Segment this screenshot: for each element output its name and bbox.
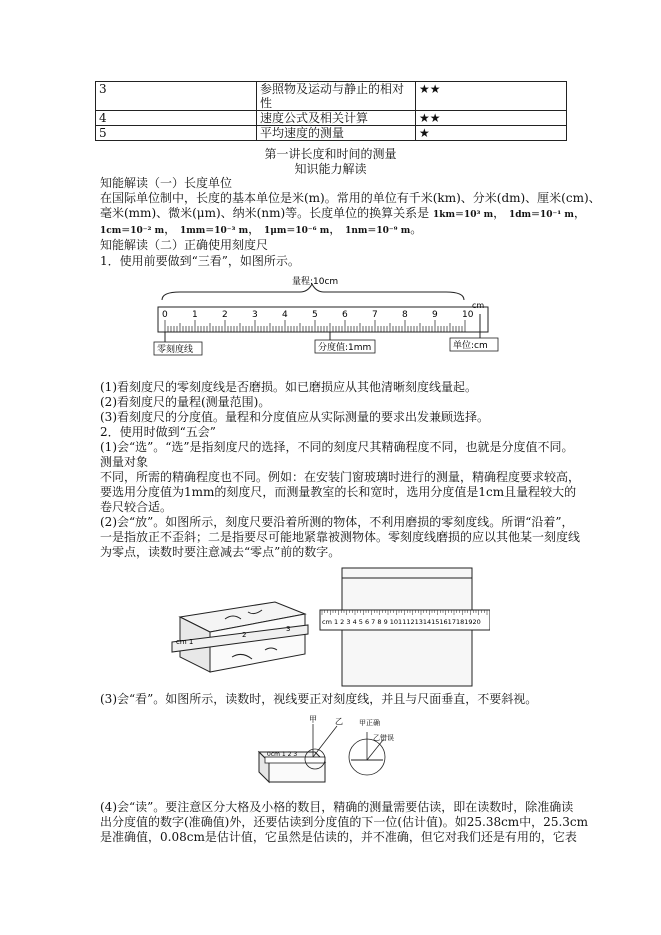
paragraph-line: 是准确值，0.08cm是估计值，它虽然是估读的，并不准确，但它对我们还是有用的，它表 xyxy=(100,830,577,844)
ruler-tick-label: 3 xyxy=(252,310,258,320)
table-row xyxy=(96,82,567,111)
unit-label: 单位:cm xyxy=(453,341,488,351)
row-topic: 速度公式及相关计算 xyxy=(257,111,416,126)
section-title: 知能解读（一）长度单位 xyxy=(100,176,233,190)
ruler-tick-label: 6 xyxy=(342,310,348,320)
paragraph-line: (3)会“看”。如图所示，读数时，视线要正对刻度线，并且与尺面垂直，不要斜视。 xyxy=(100,692,538,706)
block-ruler-label: cm 1 xyxy=(176,638,194,646)
ruler-unit-tag: cm xyxy=(472,301,485,310)
page-title: 第一讲长度和时间的测量 xyxy=(264,147,397,161)
zero-line-label: 零刻度线 xyxy=(157,345,194,355)
correct-label: 甲正确 xyxy=(359,719,380,727)
view-label-yi: 乙 xyxy=(335,717,343,726)
range-label: 量程:10cm xyxy=(292,277,339,287)
block-ruler-tick: 2 xyxy=(242,631,247,639)
block-ruler-tick: 3 xyxy=(286,625,291,633)
paragraph-line: 1cm＝10⁻² m， 1mm＝10⁻³ m， 1μm＝10⁻⁶ m， 1nm＝10⁻⁹ m。 xyxy=(100,222,423,236)
unit-formula: 1km＝10³ m xyxy=(432,210,494,220)
paragraph-line: (2)会“放”。如图所示，刻度尺要沿着所测的物体，不利用磨损的零刻度线。所谓“沿着”， xyxy=(100,515,574,529)
row-number: 3 xyxy=(96,82,257,111)
paragraph-line: 为零点，读数时要注意减去“零点”前的数字。 xyxy=(100,545,341,559)
paragraph-line: 不同，所需的精确程度也不同。例如：在安装门窗玻璃时进行的测量，精确程度要求较高， xyxy=(100,470,581,484)
ruler-tick-label: 0 xyxy=(162,310,168,320)
row-topic: 平均速度的测量 xyxy=(257,126,416,141)
ruler-tick-label: 4 xyxy=(282,310,288,320)
row-stars: ★★ xyxy=(416,111,567,126)
table-row xyxy=(96,126,567,141)
unit-formula: 1cm＝10⁻² m xyxy=(100,226,165,236)
ruler-tick-label: 2 xyxy=(222,310,228,320)
paragraph-line: 毫米(mm)、微米(μm)、纳米(nm)等。长度单位的换算关系是 1km＝10³ m， 1dm＝10⁻¹ m， xyxy=(100,206,586,220)
wood-block-illustration xyxy=(172,602,308,672)
row-number: 4 xyxy=(96,111,257,126)
page-subtitle: 知识能力解读 xyxy=(294,162,367,176)
ruler-tick-label: 9 xyxy=(432,310,438,320)
row-stars: ★★ xyxy=(416,82,567,111)
ruler-tick-label: 10 xyxy=(462,310,474,320)
section-title: 知能解读（二）正确使用刻度尺 xyxy=(100,238,269,252)
unit-formula: 1μm＝10⁻⁶ m xyxy=(263,226,330,236)
unit-formula: 1nm＝10⁻⁹ m xyxy=(345,226,411,236)
paragraph-line: 1．使用前要做到“三看”，如图所示。 xyxy=(100,254,300,268)
row-number: 5 xyxy=(96,126,257,141)
paragraph-line: (2)看刻度尺的量程(测量范围)。 xyxy=(100,395,271,409)
paragraph-line: 一是指放正不歪斜；二是指要尽可能地紧靠被测物体。零刻度线磨损的应以其他某一刻度线 xyxy=(100,530,581,544)
unit-formula: 1mm＝10⁻³ m xyxy=(179,226,249,236)
view-label-jia: 甲 xyxy=(309,715,317,724)
ruler-tick-label: 1 xyxy=(192,310,198,320)
ruler-tick-label: 7 xyxy=(372,310,378,320)
paragraph-line: 卷尺较合适。 xyxy=(100,500,173,514)
paragraph-line: 测量对象 xyxy=(100,455,149,469)
side-ruler-ticks: cm 1 2 3 4 5 6 7 8 9 1011121314151617181920 xyxy=(322,618,481,626)
paragraph-line: (1)看刻度尺的零刻度线是否磨损。如已磨损应从其他清晰刻度线量起。 xyxy=(100,380,478,394)
paragraph-line: 2．使用时做到“五会” xyxy=(100,425,216,439)
paragraph-line: (1)会“选”。“选”是指刻度尺的选择，不同的刻度尺其精确程度不同，也就是分度值不同。 xyxy=(100,440,574,454)
wrong-label: 乙错误 xyxy=(373,734,394,742)
unit-formula: 1dm＝10⁻¹ m xyxy=(508,210,574,220)
paragraph-line: 出分度值的数字(准确值)外，还要估读到分度值的下一位(估计值)。如25.38cm中，25.3cm xyxy=(100,815,589,829)
ruler-tick-label: 5 xyxy=(312,310,318,320)
difficulty-table xyxy=(95,81,567,141)
division-label: 分度值:1mm xyxy=(318,343,372,353)
row-stars: ★ xyxy=(416,126,567,141)
paragraph-line: (3)看刻度尺的分度值。量程和分度值应从实际测量的要求出发兼顾选择。 xyxy=(100,410,490,424)
paragraph-text: 毫米(mm)、微米(μm)、纳米(nm)等。长度单位的换算关系是 xyxy=(100,206,430,220)
paragraph-line: 在国际单位制中，长度的基本单位是米(m)。常用的单位有千米(km)、分米(dm)、厘米(cm)、 xyxy=(100,191,601,205)
table-row xyxy=(96,111,567,126)
ruler-figure xyxy=(150,272,500,362)
paragraph-line: (4)会“读”。要注意区分大格及小格的数目，精确的测量需要估读，即在读数时，除准确读 xyxy=(100,800,574,814)
ruler-tick-label: 8 xyxy=(402,310,408,320)
paragraph-line: 要选用分度值为1mm的刻度尺，而测量教室的长和宽时，选用分度值是1cm且量程较大的 xyxy=(100,485,577,499)
cabinet-illustration xyxy=(320,568,490,686)
view-ruler-ticks: 0cm 1 2 3 xyxy=(267,751,298,758)
ruler-placement-figure xyxy=(170,562,490,688)
row-topic: 参照物及运动与静止的相对性 xyxy=(257,82,416,111)
reading-angle-figure xyxy=(255,712,425,792)
